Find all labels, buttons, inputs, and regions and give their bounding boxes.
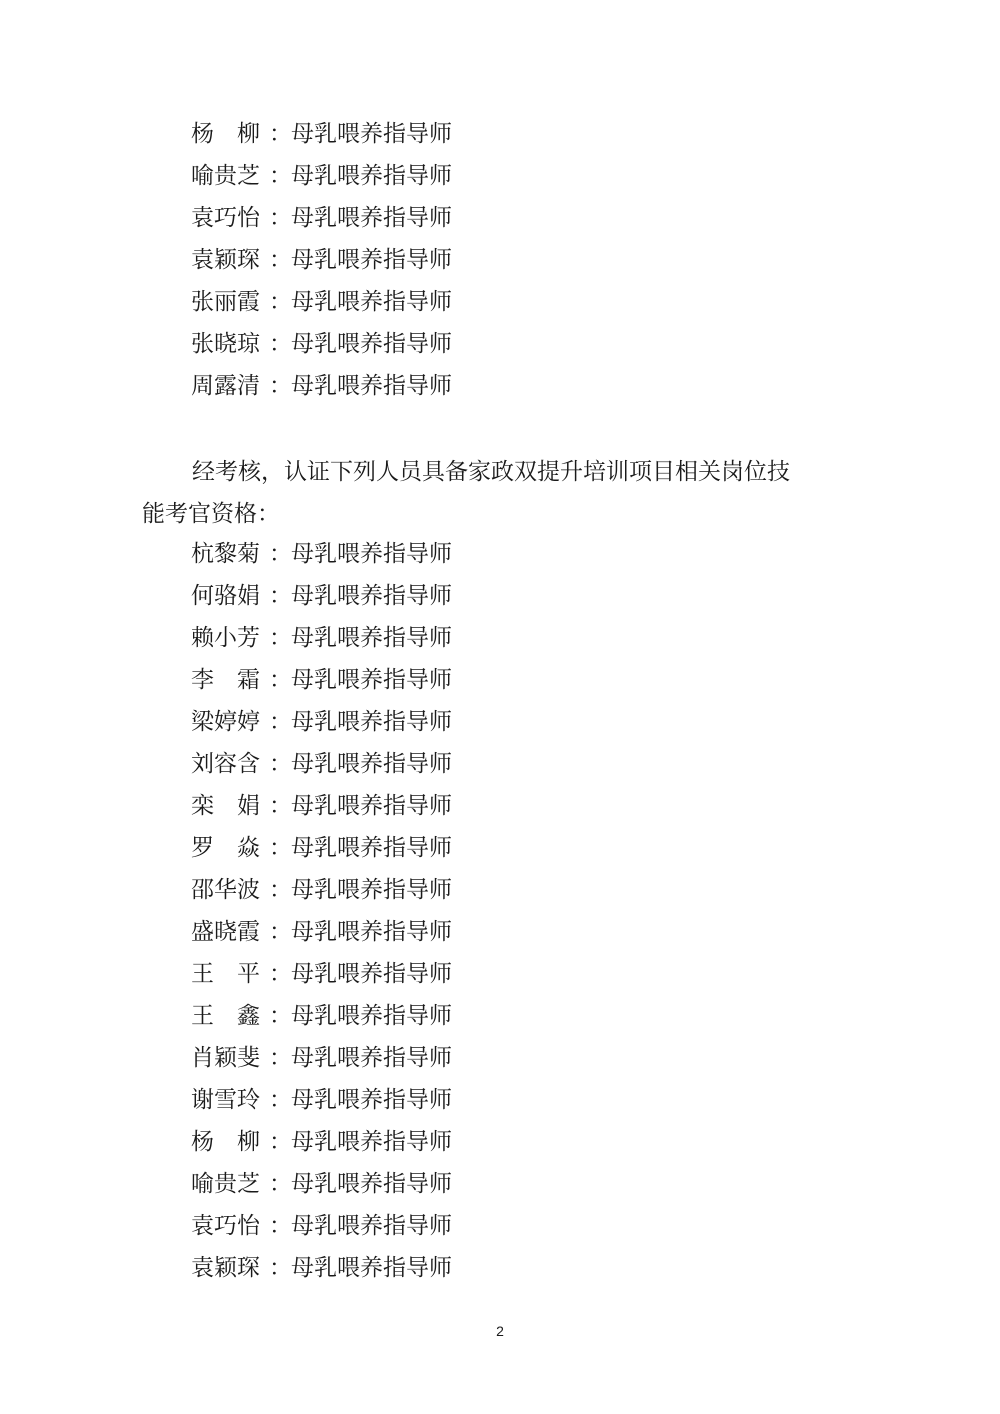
person-role: 母乳喂养指导师 — [291, 1255, 452, 1281]
person-name: 袁颖琛 — [191, 247, 260, 273]
person-name: 杨 柳 — [191, 1129, 260, 1155]
person-name: 王 平 — [191, 961, 260, 987]
person-role: 母乳喂养指导师 — [291, 121, 452, 147]
list-item — [191, 366, 452, 406]
colon: ： — [269, 1003, 292, 1029]
person-name: 刘容含 — [191, 751, 260, 777]
person-role: 母乳喂养指导师 — [291, 583, 452, 609]
person-role: 母乳喂养指导师 — [291, 919, 452, 945]
person-role: 母乳喂养指导师 — [291, 793, 452, 819]
list-item — [191, 618, 452, 658]
colon: ： — [269, 961, 292, 987]
person-name: 杭黎菊 — [191, 541, 260, 567]
person-name: 杨 柳 — [191, 121, 260, 147]
colon: ： — [269, 1087, 292, 1113]
person-name: 喻贵芝 — [191, 1171, 260, 1197]
list-item — [191, 1164, 452, 1204]
list-item — [191, 702, 452, 742]
person-role: 母乳喂养指导师 — [291, 961, 452, 987]
list-item — [191, 282, 452, 322]
colon: ： — [269, 373, 292, 399]
person-role: 母乳喂养指导师 — [291, 625, 452, 651]
person-name: 喻贵芝 — [191, 163, 260, 189]
colon: ： — [269, 835, 292, 861]
list-item — [191, 954, 452, 994]
person-name: 袁颖琛 — [191, 1255, 260, 1281]
colon: ： — [269, 667, 292, 693]
person-name: 赖小芳 — [191, 625, 260, 651]
list-item — [191, 1206, 452, 1246]
list-item — [191, 870, 452, 910]
colon: ： — [269, 625, 292, 651]
colon: ： — [269, 247, 292, 273]
person-name: 谢雪玲 — [191, 1087, 260, 1113]
colon: ： — [269, 1213, 292, 1239]
colon: ： — [269, 709, 292, 735]
person-name: 袁巧怡 — [191, 1213, 260, 1239]
colon: ： — [269, 541, 292, 567]
person-role: 母乳喂养指导师 — [291, 1087, 452, 1113]
person-name: 张晓琼 — [191, 331, 260, 357]
person-role: 母乳喂养指导师 — [291, 247, 452, 273]
person-role: 母乳喂养指导师 — [291, 1003, 452, 1029]
person-role: 母乳喂养指导师 — [291, 835, 452, 861]
person-role: 母乳喂养指导师 — [291, 1171, 452, 1197]
list-item — [191, 198, 452, 238]
list-item — [191, 324, 452, 364]
list-item — [191, 576, 452, 616]
list-item — [191, 660, 452, 700]
person-role: 母乳喂养指导师 — [291, 373, 452, 399]
colon: ： — [269, 919, 292, 945]
person-role: 母乳喂养指导师 — [291, 1045, 452, 1071]
list-item — [191, 912, 452, 952]
colon: ： — [269, 331, 292, 357]
colon: ： — [269, 751, 292, 777]
colon: ： — [269, 877, 292, 903]
person-role: 母乳喂养指导师 — [291, 667, 452, 693]
colon: ： — [269, 1255, 292, 1281]
colon: ： — [269, 583, 292, 609]
colon: ： — [269, 793, 292, 819]
list-item — [191, 1248, 452, 1288]
colon: ： — [269, 205, 292, 231]
paragraph-line-1: 经考核，认证下列人员具备家政双提升培训项目相关岗位技 — [192, 459, 790, 485]
colon: ： — [269, 1129, 292, 1155]
colon: ： — [269, 1171, 292, 1197]
list-item — [191, 240, 452, 280]
list-item — [191, 828, 452, 868]
list-item — [191, 114, 452, 154]
person-name: 李 霜 — [191, 667, 260, 693]
colon: ： — [269, 1045, 292, 1071]
colon: ： — [269, 163, 292, 189]
list-item — [191, 1080, 452, 1120]
person-name: 栾 娟 — [191, 793, 260, 819]
person-role: 母乳喂养指导师 — [291, 289, 452, 315]
list-item — [191, 996, 452, 1036]
paragraph-line-2: 能考官资格： — [142, 501, 280, 527]
person-role: 母乳喂养指导师 — [291, 877, 452, 903]
list-item — [191, 786, 452, 826]
person-role: 母乳喂养指导师 — [291, 1129, 452, 1155]
list-item — [191, 156, 452, 196]
person-role: 母乳喂养指导师 — [291, 709, 452, 735]
list-item — [191, 1038, 452, 1078]
person-name: 王 鑫 — [191, 1003, 260, 1029]
list-item — [191, 1122, 452, 1162]
person-role: 母乳喂养指导师 — [291, 541, 452, 567]
person-name: 张丽霞 — [191, 289, 260, 315]
colon: ： — [269, 121, 292, 147]
certification-paragraph — [142, 451, 862, 535]
person-name: 盛晓霞 — [191, 919, 260, 945]
person-role: 母乳喂养指导师 — [291, 163, 452, 189]
person-name: 罗 焱 — [191, 835, 260, 861]
person-name: 肖颖斐 — [191, 1045, 260, 1071]
person-name: 周露清 — [191, 373, 260, 399]
colon: ： — [269, 289, 292, 315]
person-name: 何骆娟 — [191, 583, 260, 609]
person-name: 邵华波 — [191, 877, 260, 903]
person-role: 母乳喂养指导师 — [291, 331, 452, 357]
person-role: 母乳喂养指导师 — [291, 751, 452, 777]
person-role: 母乳喂养指导师 — [291, 205, 452, 231]
person-role: 母乳喂养指导师 — [291, 1213, 452, 1239]
list-item — [191, 534, 452, 574]
page-number: 2 — [496, 1323, 504, 1339]
person-name: 袁巧怡 — [191, 205, 260, 231]
list-item — [191, 744, 452, 784]
person-name: 梁婷婷 — [191, 709, 260, 735]
